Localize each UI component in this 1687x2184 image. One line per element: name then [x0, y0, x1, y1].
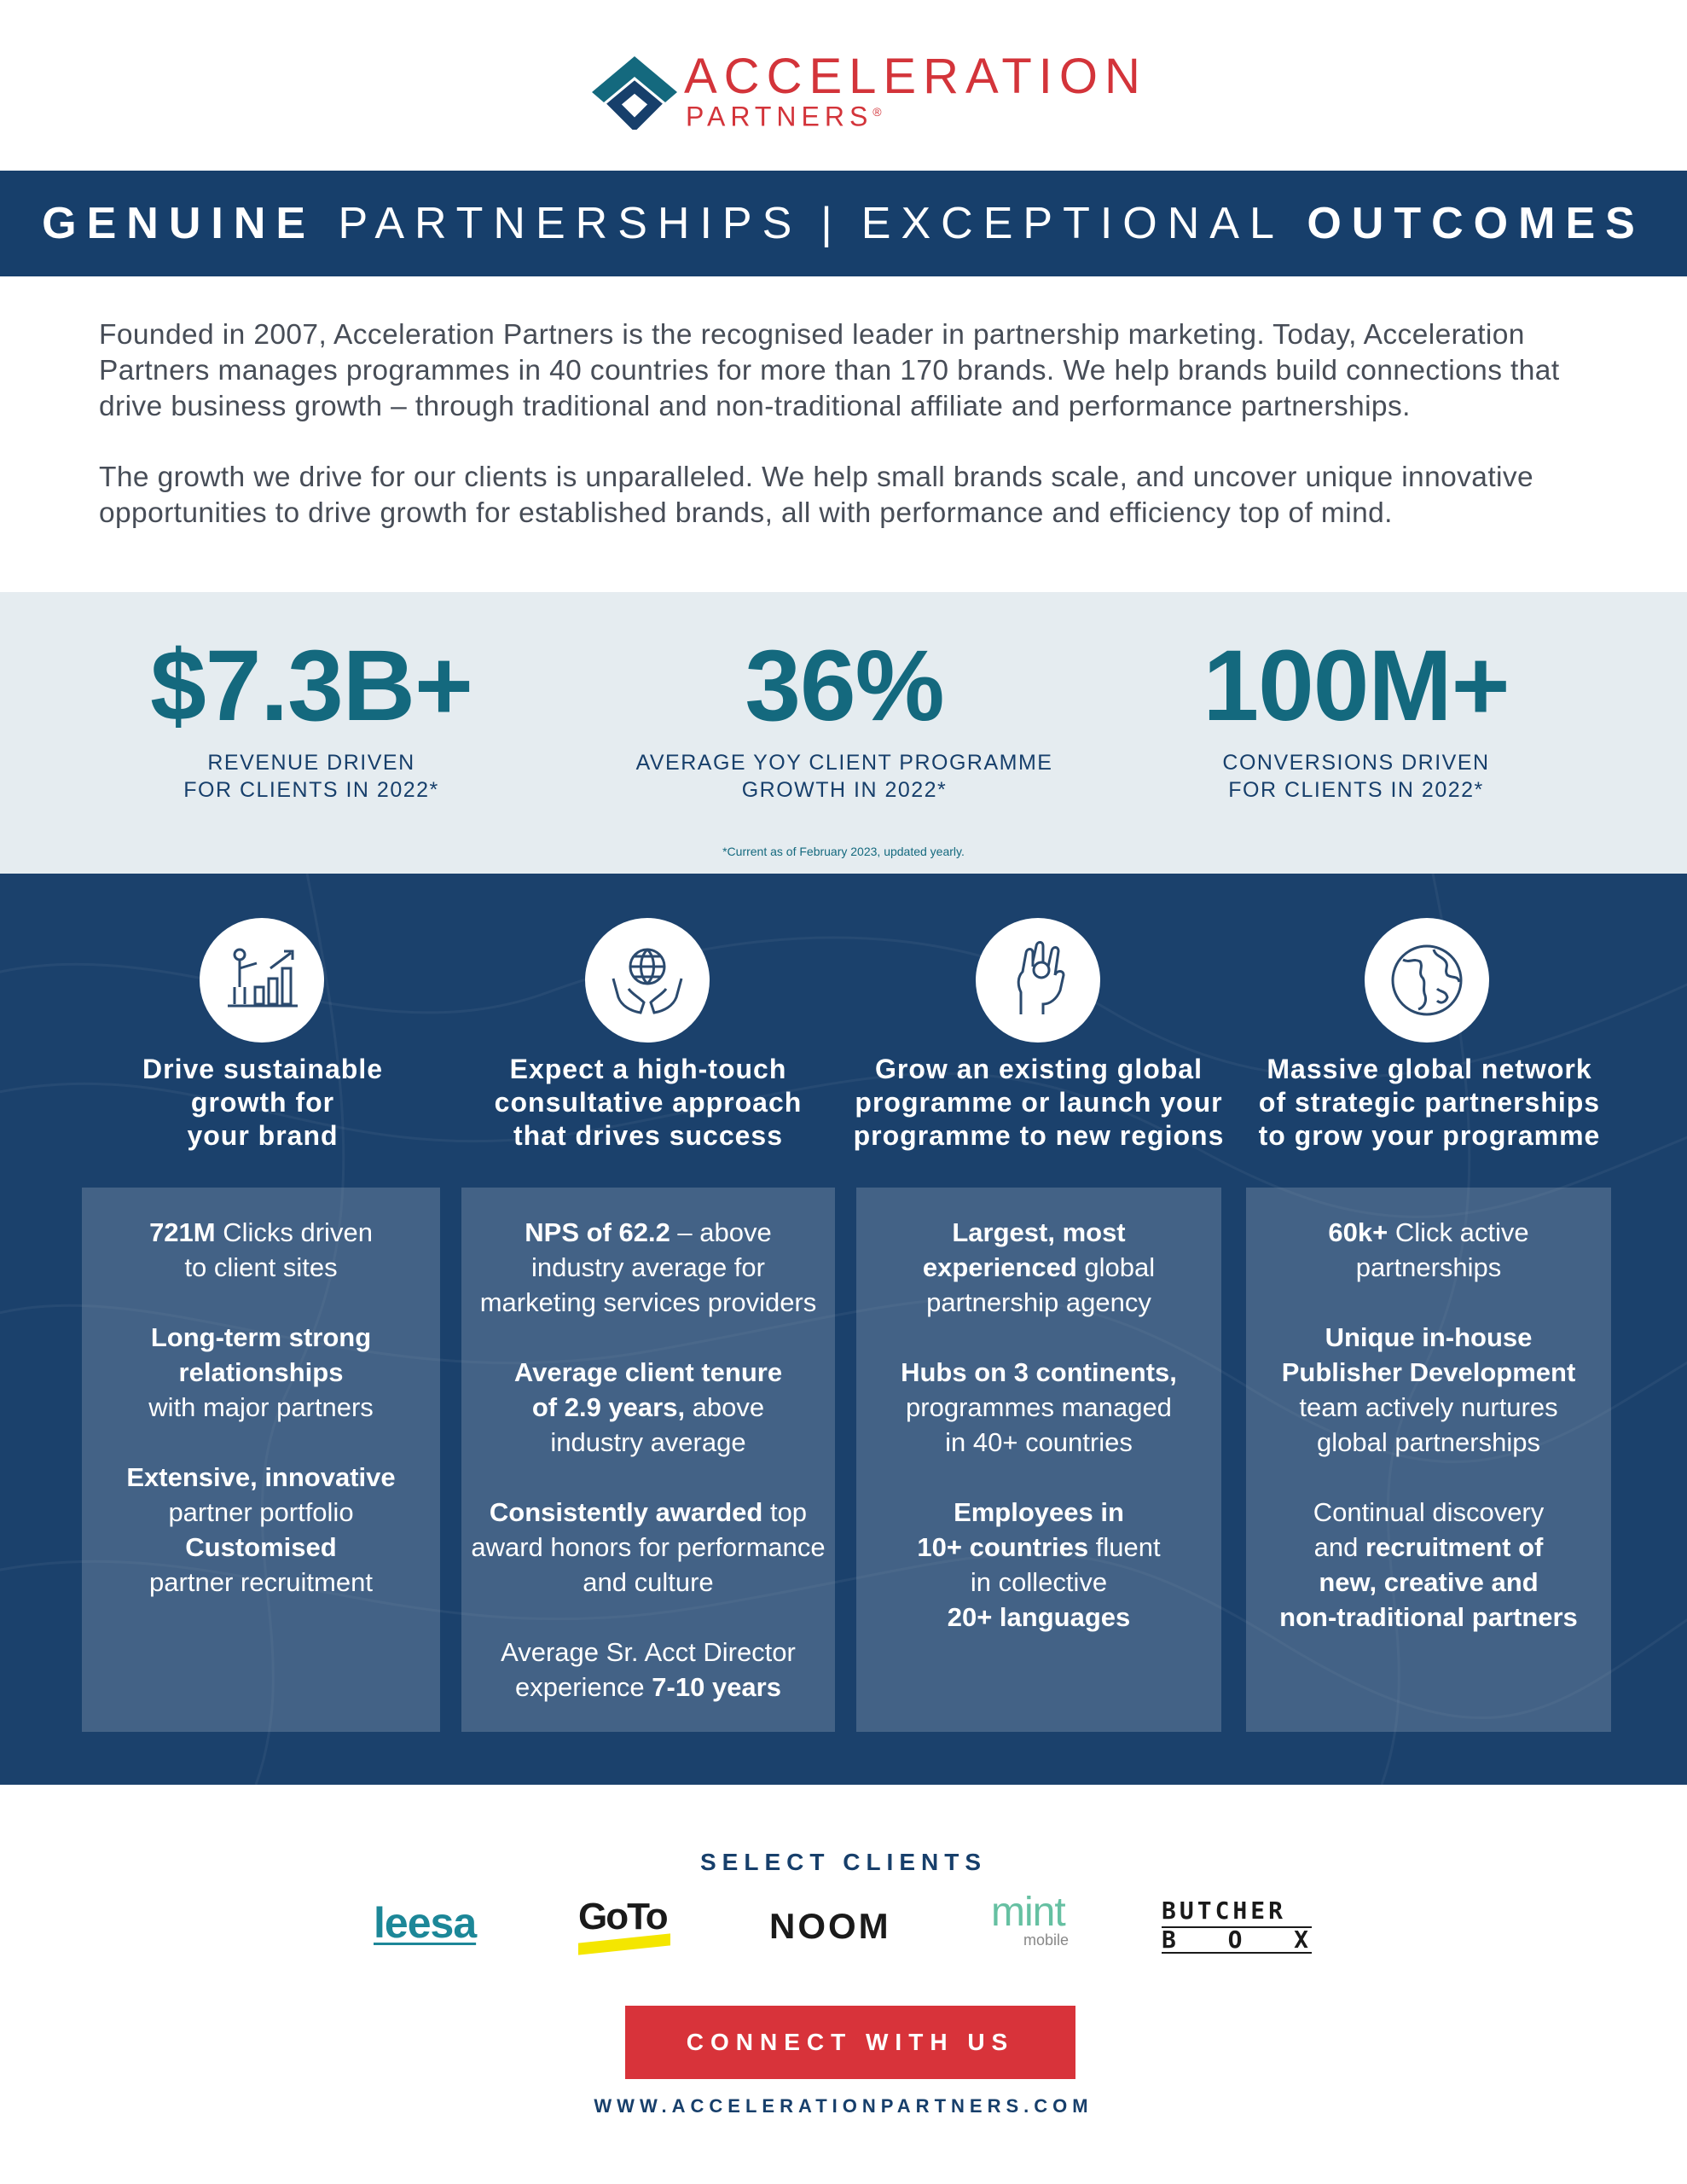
stat-label: REVENUE DRIVEN FOR CLIENTS IN 2022*	[183, 751, 439, 802]
headline-exceptional: EXCEPTIONAL	[861, 199, 1284, 248]
headline-genuine: GENUINE	[42, 199, 316, 248]
client-logo-mint-sub: mobile	[1023, 1931, 1070, 1949]
stat-label: CONVERSIONS DRIVEN FOR CLIENTS IN 2022*	[1222, 751, 1490, 802]
headline-outcomes: OUTCOMES	[1307, 199, 1645, 248]
earth-globe-icon	[1384, 938, 1470, 1023]
stat-value: 36%	[745, 630, 944, 742]
ok-hand-icon	[995, 938, 1081, 1023]
intro-paragraph-2: The growth we drive for our clients is unparalleled. We help small brands scale, and uncover unique innovative opportunities to drive growth for established brands, all with performance and efficiency top of mind.	[99, 462, 1534, 529]
clients-title: SELECT CLIENTS	[699, 1849, 987, 1875]
client-logo-noom: NOOM	[769, 1906, 891, 1946]
feature-item: Largest, most experienced global partnership agency	[922, 1217, 1156, 1317]
feature-panel-4	[1246, 1188, 1611, 1732]
client-logo-leesa: leesa	[374, 1899, 477, 1947]
feature-item: Average Sr. Acct Director experience 7-10 years	[501, 1637, 796, 1702]
feature-icon-circle	[585, 918, 710, 1043]
feature-item: NPS of 62.2 – above industry average for marketing services providers	[479, 1217, 817, 1317]
intro-paragraph-1: Founded in 2007, Acceleration Partners is the recognised leader in partnership marketing. Today, Acceleration Partners manages programmes in 40 countries for more than 170 brands. We help brands build connections that drive business growth – through traditional and non-traditional affiliate and performance partnerships.	[99, 319, 1560, 422]
feature-panel-3	[856, 1188, 1221, 1732]
feature-icon-circle	[976, 918, 1100, 1043]
feature-icon-circle	[200, 918, 324, 1043]
feature-panel-1	[82, 1188, 440, 1732]
headline-band	[0, 171, 1687, 276]
butcherbox-line1: BUTCHER	[1162, 1896, 1287, 1925]
feature-heading-grow-global: Grow an existing global programme or launch your programme to new regions	[853, 1054, 1225, 1151]
stats-footnote: *Current as of February 2023, updated yearly.	[722, 845, 965, 858]
feature-heading-global-network: Massive global network of strategic partnerships to grow your programme	[1258, 1054, 1601, 1151]
feature-item: Hubs on 3 continents, programmes managed in 40+ countries	[901, 1357, 1177, 1457]
brand-name-line2: PARTNERS®	[686, 101, 887, 132]
growth-chart-person-icon	[219, 938, 304, 1023]
feature-item: Extensive, innovative partner portfolio Customised partner recruitment	[126, 1462, 396, 1597]
feature-item: 60k+ Click active partnerships	[1328, 1217, 1529, 1282]
stat-growth	[588, 630, 1100, 804]
client-logo-mint: mint	[991, 1890, 1065, 1935]
features-section	[0, 874, 1687, 1785]
feature-item: Employees in 10+ countries fluent in collective 20+ languages	[917, 1497, 1161, 1632]
stat-label: AVERAGE YOY CLIENT PROGRAMME GROWTH IN 2022*	[635, 751, 1053, 802]
feature-item: Average client tenure of 2.9 years, above industry average	[513, 1357, 783, 1457]
acceleration-partners-logo-icon	[588, 53, 681, 130]
brand-name-line1: ACCELERATION	[684, 49, 1147, 104]
website-link[interactable]: WWW.ACCELERATIONPARTNERS.COM	[594, 2095, 1093, 2117]
headline-separator: |	[820, 199, 843, 248]
feature-heading-high-touch: Expect a high-touch consultative approach that drives success	[494, 1054, 803, 1151]
butcherbox-line2: B O X	[1162, 1926, 1312, 1954]
stat-value: $7.3B+	[150, 630, 472, 742]
intro-text	[99, 317, 1600, 566]
feature-heading-drive-growth: Drive sustainable growth for your brand	[142, 1054, 383, 1151]
stat-revenue	[98, 630, 525, 804]
feature-panel-2	[461, 1188, 835, 1732]
feature-item: 721M Clicks driven to client sites	[149, 1217, 373, 1282]
stats-band	[0, 592, 1687, 874]
brand-logo	[0, 49, 1687, 135]
feature-icon-circle	[1365, 918, 1489, 1043]
feature-item: Unique in-house Publisher Development team actively nurtures global partnerships	[1281, 1322, 1576, 1457]
feature-item: Continual discovery and recruitment of new, creative and non-traditional partners	[1279, 1497, 1578, 1632]
globe-in-hands-icon	[605, 938, 690, 1023]
connect-with-us-button[interactable]: CONNECT WITH US	[625, 2006, 1075, 2079]
client-logo-goto: GoTo	[578, 1896, 667, 1937]
feature-item: Long-term strong relationships with major partners	[148, 1322, 374, 1422]
stat-value: 100M+	[1203, 630, 1510, 742]
headline-partnerships: PARTNERSHIPS	[338, 199, 803, 248]
client-logo-butcherbox	[1162, 1896, 1312, 1954]
stat-conversions	[1143, 630, 1569, 804]
feature-item: Consistently awarded top award honors for performance and culture	[471, 1497, 826, 1597]
